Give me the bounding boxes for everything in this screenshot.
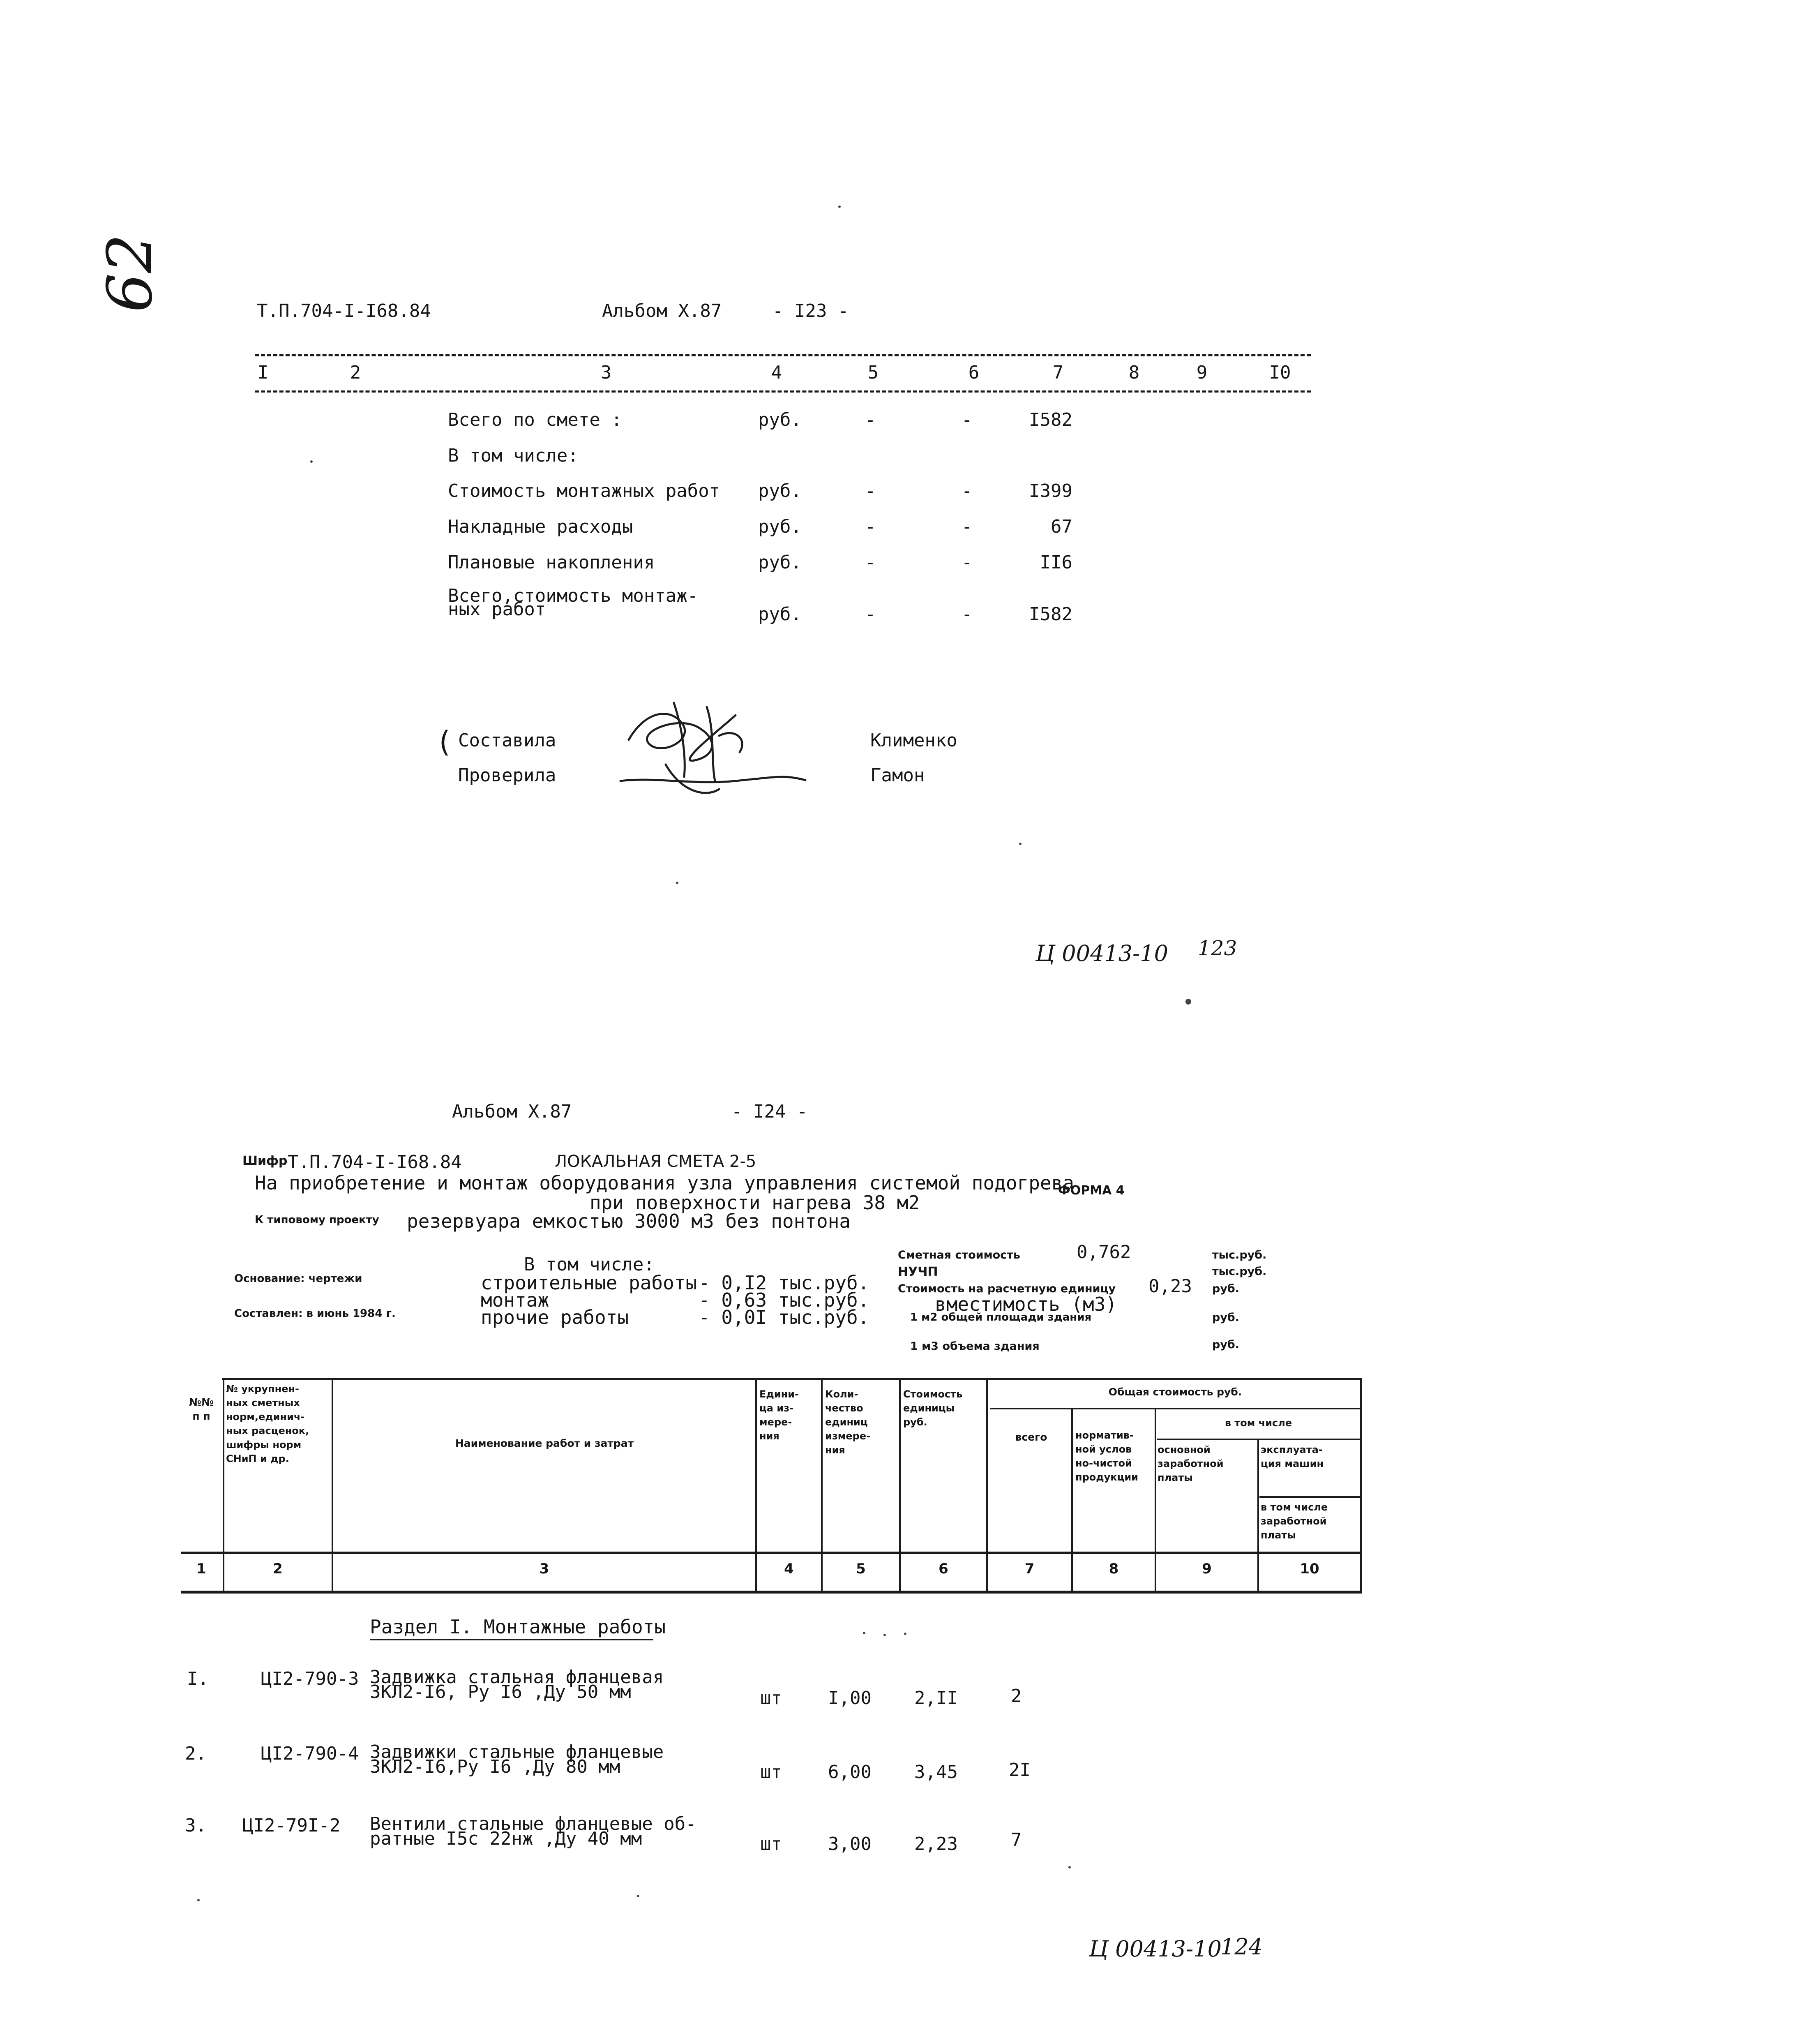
summary-name: Накладные расходы [448,516,633,537]
column-number: 6 [939,1561,948,1577]
speck [1185,999,1191,1005]
summary-c5: - [865,552,876,573]
header-base-wage: основной заработной платы [1158,1444,1224,1483]
summary-c6: - [962,604,973,625]
header-row-number: №№ п п [189,1396,214,1422]
cost-unit: руб. [1212,1282,1240,1295]
summary-unit: руб. [758,552,802,573]
summary-name: Плановые накопления [448,552,655,573]
column-number: 8 [1128,362,1140,383]
column-number: 9 [1202,1561,1212,1577]
column-number: 9 [1196,362,1208,383]
row-number: I. [187,1668,209,1689]
header-quantity: Коли- чество единиц измере- ния [825,1388,871,1456]
summary-c5: - [865,480,876,501]
signature-bracket: ( [436,725,453,759]
row-unit-cost: 3,45 [914,1762,958,1783]
summary-unit: руб. [758,516,802,537]
archive-stamp: Ц 00413-10 [1089,1936,1222,1962]
table-rule [1259,1496,1362,1498]
row-total: 2 [1011,1686,1022,1707]
page2-page-number: - I24 - [731,1101,808,1122]
cost-unit: руб. [1212,1338,1240,1351]
archive-stamp: Ц 00413-10 [1035,940,1168,966]
header-unit-cost: Стоимость единицы руб. [903,1388,963,1428]
project-label: К типовому проекту [255,1214,379,1226]
summary-name: В том числе: [448,445,579,466]
estimate-title: ЛОКАЛЬНАЯ СМЕТА 2-5 [555,1152,756,1171]
header-including-group: в том числе [1224,1417,1292,1429]
summary-unit: руб. [758,604,802,625]
section-title: Раздел I. Монтажные работы [370,1616,666,1638]
header-total-cost-group: Общая стоимость руб. [1108,1386,1242,1398]
page2-album: Альбом X.87 [452,1101,572,1122]
table-rule [990,1408,1362,1409]
cost-label: вместимость (м3) [935,1293,1117,1315]
cost-label: НУЧП [898,1265,938,1279]
column-number: 4 [771,362,782,383]
row-norm-code: ЦI2-79I-2 [242,1815,341,1836]
header-machine-operation: эксплуата- ция машин [1261,1444,1324,1469]
header-unit: Едини- ца из- мере- ния [759,1388,799,1442]
column-number: 7 [1024,1561,1035,1577]
cost-value: 0,23 [1148,1276,1192,1297]
speck [883,1634,886,1636]
basis: Основание: чертежи [234,1273,362,1285]
row-work-name: Задвижки стальные фланцевые ЗКЛ2-I6,Ру I6 ,Ду 80 мм [370,1741,664,1778]
page1-album: Альбом X.87 [602,300,722,321]
column-number: I0 [1269,362,1291,383]
column-number: 2 [350,362,361,383]
form-number: ФОРМА 4 [1058,1183,1125,1198]
header-including-wage: в том числе заработной платы [1261,1501,1328,1541]
row-number: 2. [185,1743,207,1764]
handwritten-signature [612,678,826,801]
signature-name: Гамон [870,765,925,786]
header-conditional-net: норматив- ной услов но-чистой продукции [1075,1430,1138,1483]
column-number: 4 [784,1561,794,1577]
header-norm-code: № укрупнен- ных сметных норм,единич- ных расценок, шифры норм СНиП и др. [226,1383,309,1464]
speck [904,1633,906,1635]
summary-unit: руб. [758,480,802,501]
summary-c6: - [962,516,973,537]
speck [863,1632,865,1634]
estimate-subject-line2: при поверхности нагрева 38 м2 [590,1192,920,1214]
cost-unit: руб. [1212,1311,1240,1324]
summary-name: Всего по смете : [448,409,622,430]
header-total: всего [1015,1431,1047,1443]
row-number: 3. [185,1815,207,1836]
including-item-value: - 0,63 тыс.руб. [699,1289,869,1311]
cost-value: 0,762 [1077,1242,1131,1263]
page1-code: Т.П.704-I-I68.84 [257,300,431,321]
row-work-name: Задвижка стальная фланцевая ЗКЛ2-I6, Ру I6 ,Ду 50 мм [370,1667,664,1703]
row-norm-code: ЦI2-790-4 [261,1743,359,1764]
column-number: 5 [867,362,879,383]
signature-role: Проверила [458,765,556,786]
table-col-line [1360,1378,1362,1594]
summary-c6: - [962,409,973,430]
speck [676,882,678,884]
row-unit-cost: 2,23 [914,1834,958,1855]
table-rule-header-bottom [181,1552,1362,1554]
including-item-value: - 0,I2 тыс.руб. [699,1272,869,1294]
cipher: Т.П.704-I-I68.84 [288,1152,462,1173]
including-label: В том числе: [524,1254,655,1275]
cost-unit: тыс.руб. [1212,1249,1267,1261]
cost-unit: тыс.руб. [1212,1265,1267,1278]
row-unit-cost: 2,II [914,1688,958,1709]
row-unit: шт [760,1762,782,1783]
summary-c5: - [865,604,876,625]
column-number: 1 [196,1561,206,1577]
summary-c7: I399 [1029,480,1072,501]
speck [1019,843,1022,845]
table-rule-numbers-bottom [181,1591,1362,1594]
table-rule [1157,1439,1362,1440]
page1-header-rule-bottom [255,390,1311,393]
row-quantity: 6,00 [828,1762,872,1783]
column-number: 8 [1109,1561,1119,1577]
section-title-underline [370,1639,653,1640]
column-number: 3 [539,1561,549,1577]
cost-label: Стоимость на расчетную единицу [898,1282,1116,1295]
including-item-name: строительные работы [481,1272,697,1294]
speck [637,1895,639,1897]
row-unit: шт [760,1834,782,1855]
summary-c5: - [865,409,876,430]
summary-name: Стоимость монтажных работ [448,480,720,501]
row-norm-code: ЦI2-790-3 [261,1668,359,1689]
including-item-name: монтаж [481,1289,549,1311]
cost-label: 1 м2 общей площади здания [910,1311,1092,1323]
column-number: 3 [600,362,612,383]
summary-c7: 67 [1051,516,1072,537]
column-number: 6 [968,362,980,383]
summary-c6: - [962,480,973,501]
row-quantity: I,00 [828,1688,872,1709]
speck [1068,1866,1071,1868]
margin-note: 62 [95,234,166,312]
row-total: 2I [1009,1760,1031,1781]
summary-name: Всего,стоимость монтаж- ных работ [448,585,699,620]
project-name: резервуара емкостью 3000 м3 без понтона [407,1210,851,1232]
summary-c5: - [865,516,876,537]
summary-c6: - [962,552,973,573]
row-unit: шт [760,1688,782,1709]
column-number: 7 [1052,362,1064,383]
header-work-name: Наименование работ и затрат [455,1437,634,1449]
signature-role: Составила [458,730,556,751]
summary-c7: II6 [1040,552,1072,573]
table-rule-top [222,1378,1362,1380]
row-total: 7 [1011,1829,1022,1850]
column-number: I [257,362,269,383]
summary-c7: I582 [1029,604,1072,625]
page1-header-rule-top [255,354,1311,356]
including-item-name: прочие работы [481,1306,629,1328]
row-quantity: 3,00 [828,1834,872,1855]
cost-label: 1 м3 объема здания [910,1340,1040,1353]
cost-label: Сметная стоимость [898,1249,1020,1261]
including-item-value: - 0,0I тыс.руб. [699,1306,869,1328]
estimate-subject-line1: На приобретение и монтаж оборудования узла управления системой подогрева [255,1172,1074,1194]
column-number: 5 [856,1561,866,1577]
summary-c7: I582 [1029,409,1072,430]
column-number: 2 [273,1561,283,1577]
summary-unit: руб. [758,409,802,430]
signature-name: Клименко [870,730,957,751]
page1-page-number: - I23 - [773,300,849,321]
archive-stamp-page: 123 [1198,936,1237,960]
compiled-date: Составлен: в июнь 1984 г. [234,1307,396,1320]
column-number: 10 [1300,1561,1319,1577]
speck [838,206,841,208]
speck [310,460,313,463]
row-work-name: Вентили стальные фланцевые об- ратные I5с 22нж ,Ду 40 мм [370,1813,696,1850]
archive-stamp-page: 124 [1220,1934,1263,1960]
cipher-label: Шифр [242,1154,288,1168]
speck [197,1899,200,1901]
